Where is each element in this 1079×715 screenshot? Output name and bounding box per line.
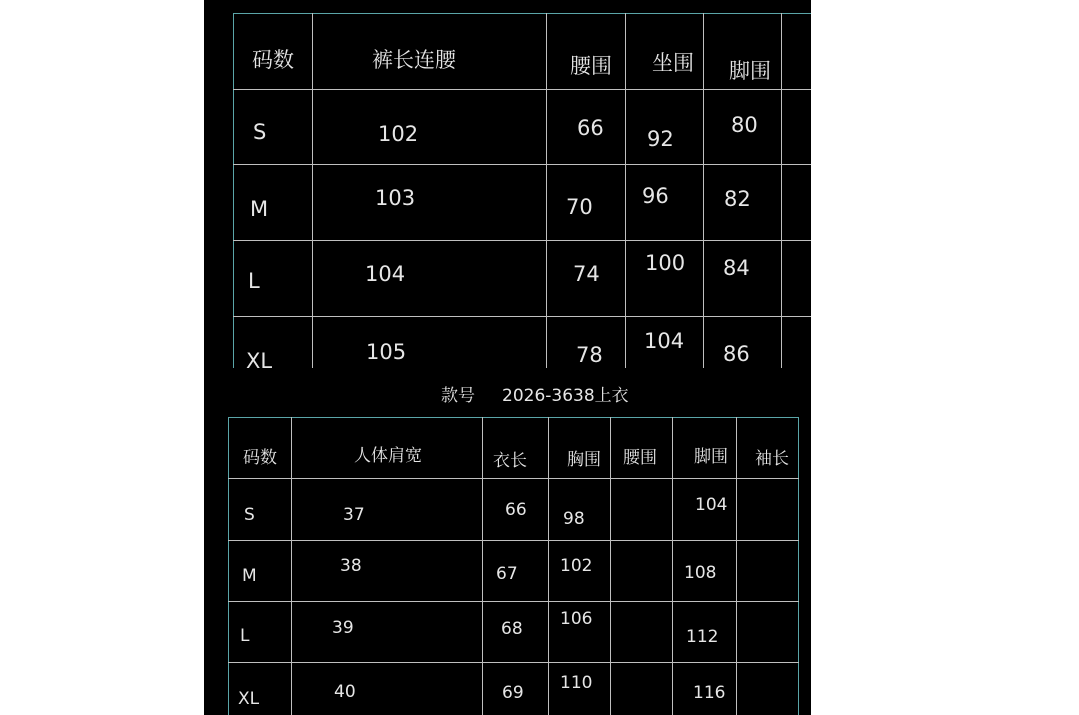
top-row-divider: [228, 662, 799, 663]
top-row-divider: [228, 540, 799, 541]
pants-row-s-waist: 66: [577, 116, 604, 140]
top-row-l-size: L: [240, 626, 250, 646]
top-row-m-size: M: [242, 566, 257, 586]
pants-row-l-waist: 74: [573, 262, 600, 286]
top-header-hem: 脚围: [694, 447, 728, 467]
pants-row-m-length: 103: [375, 186, 416, 210]
pants-row-l-size: L: [248, 269, 260, 293]
pants-row-s-hem: 80: [731, 113, 758, 137]
top-row-s-size: S: [244, 505, 255, 525]
pants-col-divider: [703, 13, 704, 368]
pants-row-l-length: 104: [365, 262, 406, 286]
pants-row-s-size: S: [253, 120, 267, 144]
pants-header-hem: 脚围: [729, 59, 771, 83]
pants-header-length: 裤长连腰: [372, 48, 456, 72]
top-row-l-hem: 112: [686, 627, 719, 647]
top-table-top-border: [228, 417, 799, 418]
pants-row-divider: [233, 240, 811, 241]
pants-row-xl-length: 105: [366, 340, 407, 364]
style-number-label: 款号: [441, 386, 475, 406]
top-col-divider: [672, 417, 673, 715]
pants-row-l-hip: 100: [645, 251, 686, 275]
pants-row-m-hem: 82: [724, 187, 751, 211]
pants-col-divider: [781, 13, 782, 368]
style-number-code: 2026-3638上衣: [502, 386, 629, 406]
top-header-size: 码数: [243, 448, 277, 468]
top-header-sleeve: 袖长: [755, 449, 789, 469]
top-row-m-shoulder: 38: [340, 556, 362, 576]
pants-row-xl: [204, 316, 811, 368]
pants-row-xl-hem: 86: [723, 342, 750, 366]
pants-row-s-length: 102: [378, 122, 419, 146]
top-row-divider: [228, 478, 799, 479]
pants-row-xl-waist: 78: [576, 343, 603, 367]
pants-table-left-border: [233, 13, 234, 368]
top-table-left-border: [228, 417, 229, 715]
size-chart-panel: [204, 0, 811, 715]
top-col-divider: [736, 417, 737, 715]
top-header-chest: 胸围: [567, 450, 601, 470]
top-header-length: 衣长: [493, 451, 527, 471]
top-row-l-length: 68: [501, 619, 523, 639]
top-row-l-chest: 106: [560, 609, 593, 629]
top-row-m-length: 67: [496, 564, 518, 584]
pants-row-divider: [233, 89, 811, 90]
top-row-xl-hem: 116: [693, 683, 726, 703]
top-header-shoulder: 人体肩宽: [354, 446, 422, 466]
pants-col-divider: [546, 13, 547, 368]
top-row-divider: [228, 601, 799, 602]
top-col-divider: [548, 417, 549, 715]
top-row-xl-shoulder: 40: [334, 682, 356, 702]
pants-row-l-hem: 84: [723, 256, 750, 280]
top-row-s-shoulder: 37: [343, 505, 365, 525]
pants-row-xl-hip: 104: [644, 329, 685, 353]
pants-row-s-hip: 92: [647, 127, 674, 151]
pants-header-size: 码数: [252, 48, 294, 72]
pants-row-divider: [233, 164, 811, 165]
pants-header-hip: 坐围: [652, 51, 694, 75]
top-row-m-hem: 108: [684, 563, 717, 583]
top-row-l-shoulder: 39: [332, 618, 354, 638]
top-col-divider: [291, 417, 292, 715]
pants-header-waist: 腰围: [570, 54, 612, 78]
pants-table-top-border: [233, 13, 811, 14]
top-table-right-border: [798, 417, 799, 715]
top-row-xl-size: XL: [238, 689, 260, 709]
pants-row-m-waist: 70: [566, 195, 593, 219]
top-row-xl-chest: 110: [560, 673, 593, 693]
top-row-xl-length: 69: [502, 683, 524, 703]
pants-row-xl-size: XL: [246, 349, 273, 368]
top-row-m-chest: 102: [560, 556, 593, 576]
top-col-divider: [482, 417, 483, 715]
pants-col-divider: [312, 13, 313, 368]
pants-row-m-hip: 96: [642, 184, 669, 208]
top-row-s-chest: 98: [563, 509, 585, 529]
top-row-s-hem: 104: [695, 495, 728, 515]
top-header-waist: 腰围: [623, 448, 657, 468]
top-row-s-length: 66: [505, 500, 527, 520]
pants-col-divider: [625, 13, 626, 368]
pants-row-m-size: M: [250, 197, 269, 221]
top-col-divider: [610, 417, 611, 715]
